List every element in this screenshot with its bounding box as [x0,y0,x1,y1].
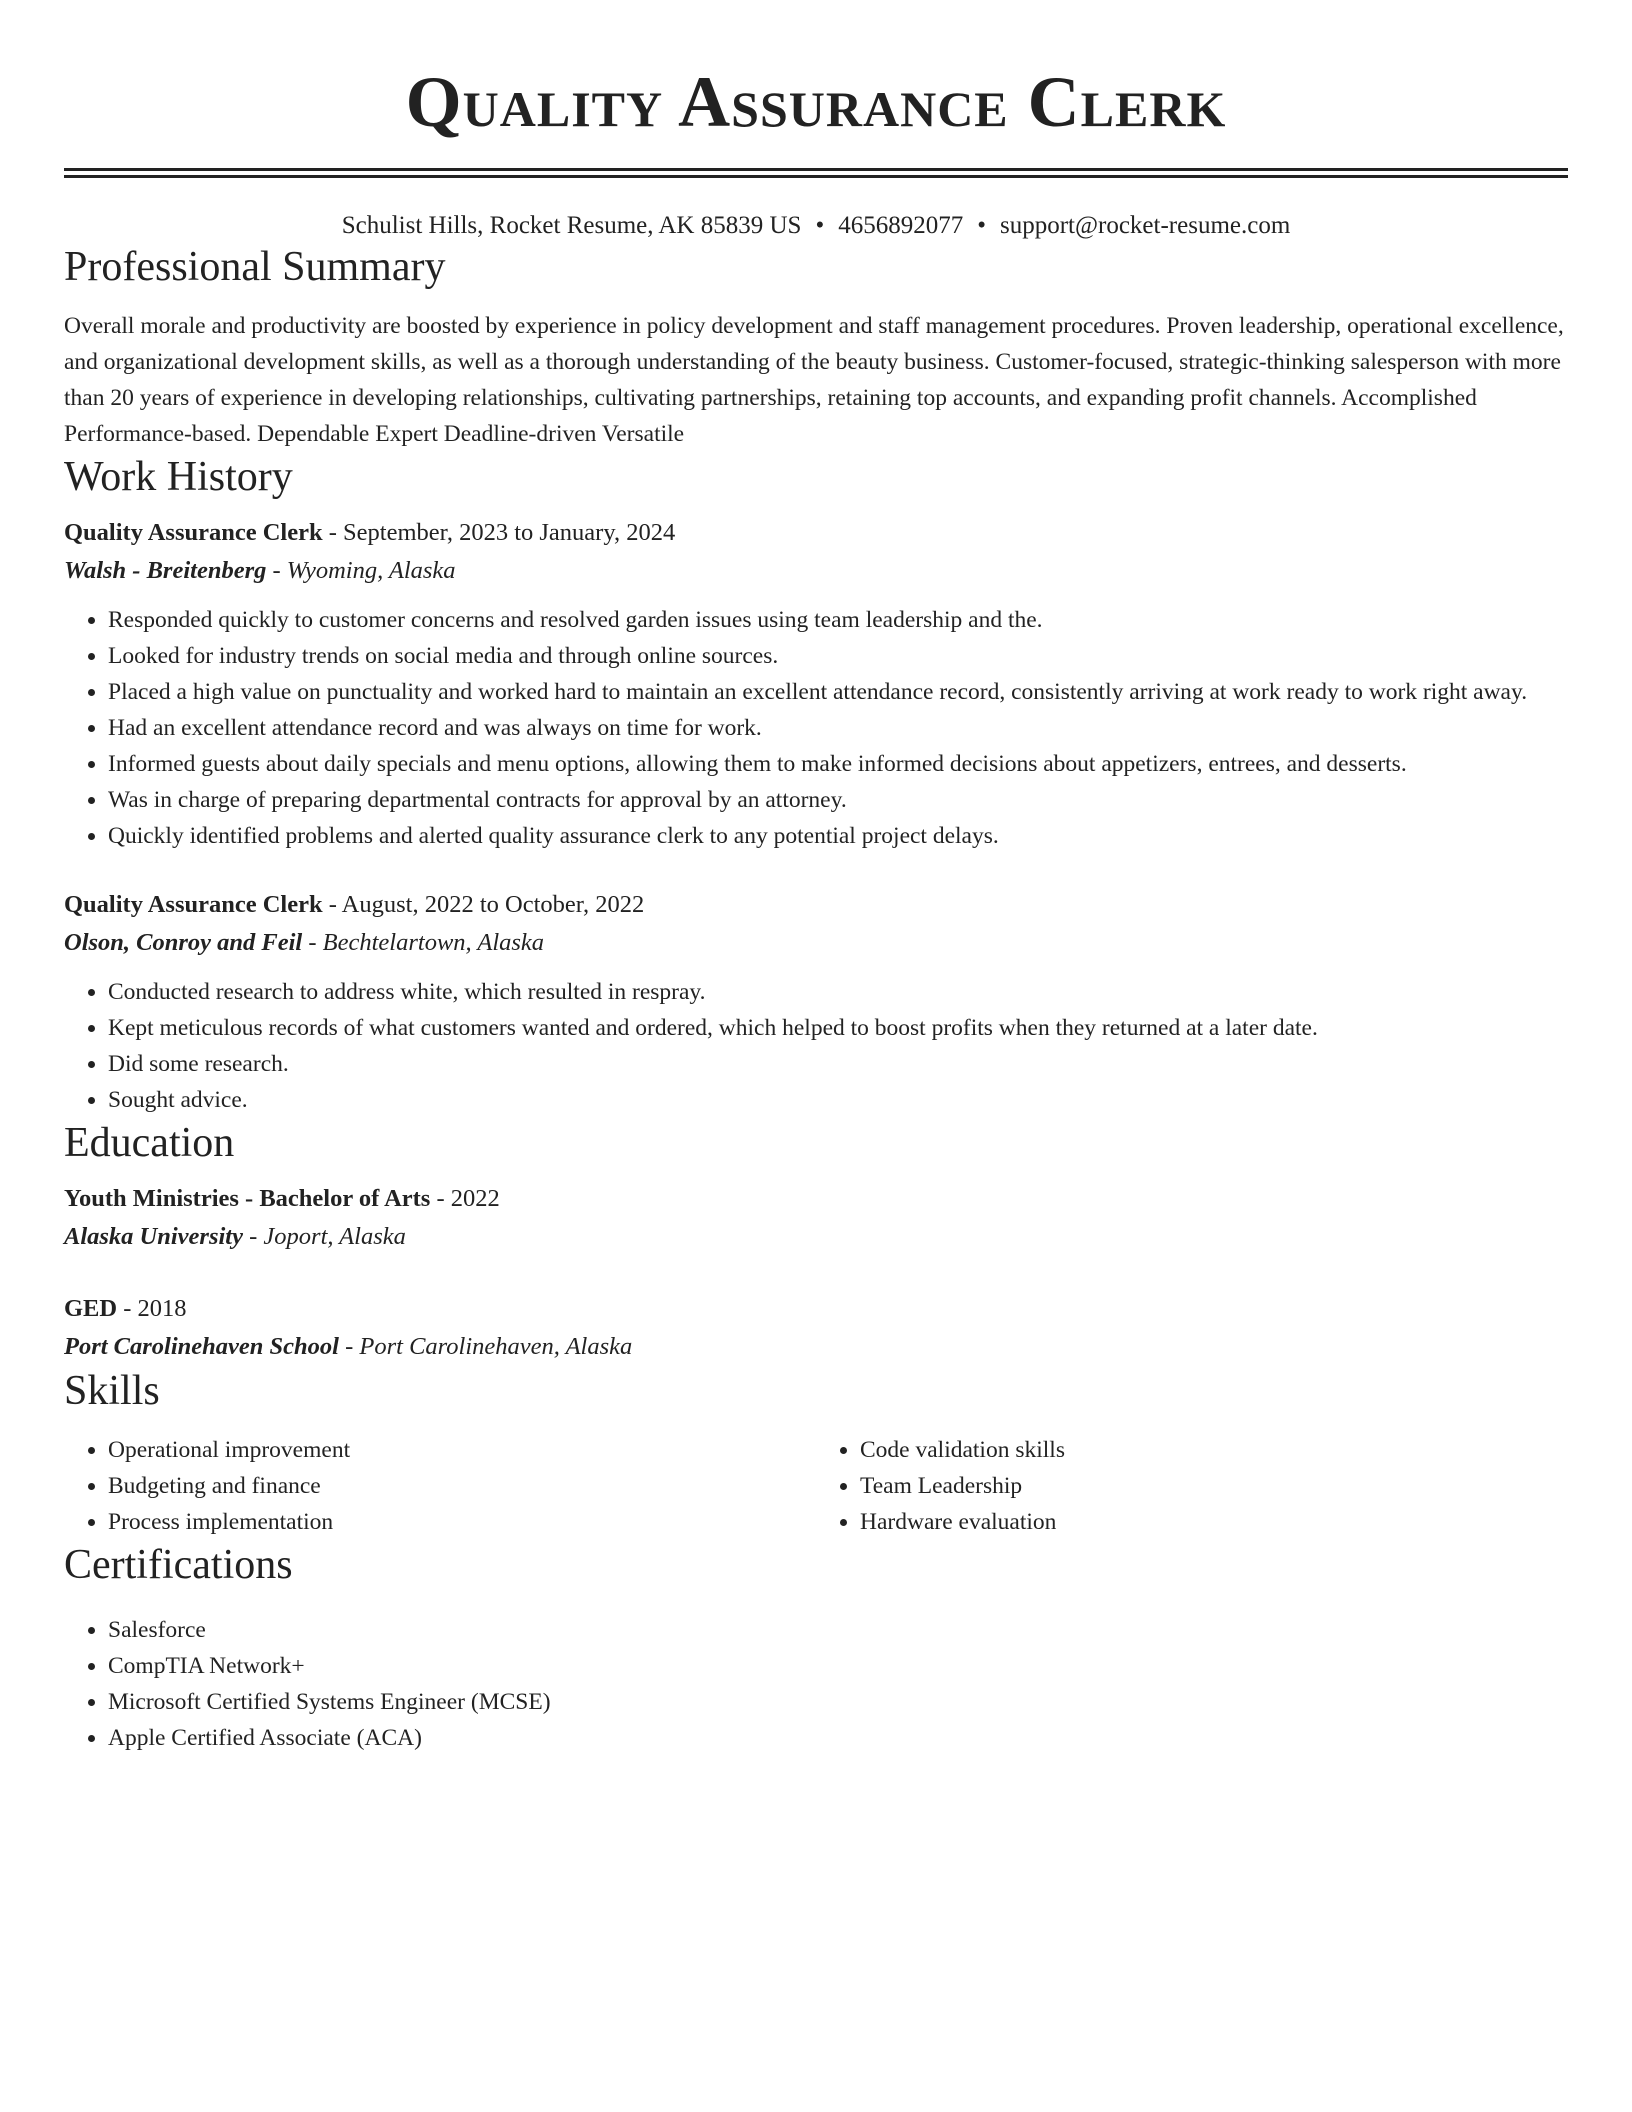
school-line [64,1218,1568,1256]
education-entry [64,1180,1568,1256]
resume-title: Quality Assurance Clerk [405,62,1227,142]
list-item: • Looked for industry trends on social media and through online sources. [108,638,1568,674]
education-heading: Education [64,1120,235,1166]
skills-list-left [64,1432,816,1540]
degree-year: - 2018 [117,1295,187,1322]
certifications-heading: Certifications [64,1542,293,1588]
list-item: • Was in charge of preparing departmental contracts for approval by an attorney. [108,782,1568,818]
list-item: • Had an excellent attendance record and was always on time for work. [108,710,1568,746]
job-title-line [64,886,1568,924]
job-title: Quality Assurance Clerk [64,519,323,546]
education-entry [64,1290,1568,1366]
list-item: • Responded quickly to customer concerns and resolved garden issues using team leadership and the. [108,602,1568,638]
title-double-rule [64,168,1568,178]
employer-name: Walsh - Breitenberg [64,557,267,584]
list-item: • Code validation skills [860,1432,1568,1468]
resume-page [64,0,1568,1756]
list-item: • Placed a high value on punctuality and worked hard to maintain an excellent attendance record, consistently arriving at work ready to work right away. [108,674,1568,710]
job-entry [64,514,1568,854]
school-name: Port Carolinehaven School [64,1333,339,1360]
list-item: • Operational improvement [108,1432,816,1468]
contact-phone: 4656892077 [838,212,964,239]
degree-line [64,1180,1568,1218]
list-item: • Salesforce [108,1612,1568,1648]
list-item: • Did some research. [108,1046,1568,1082]
list-item: • Budgeting and finance [108,1468,816,1504]
job-dates: - August, 2022 to October, 2022 [322,891,645,918]
employer-name: Olson, Conroy and Feil [64,929,303,956]
degree-year: - 2022 [430,1185,500,1212]
employer-location: - Bechtelartown, Alaska [302,929,545,956]
job-title-line [64,514,1568,552]
school-location: - Port Carolinehaven, Alaska [338,1333,633,1360]
school-location: - Joport, Alaska [243,1223,406,1250]
list-item: • Conducted research to address white, which resulted in respray. [108,974,1568,1010]
certifications-list [64,1612,1568,1756]
employer-location: - Wyoming, Alaska [266,557,456,584]
school-name: Alaska University [64,1223,243,1250]
job-dates: - September, 2023 to January, 2024 [322,519,676,546]
employer-line [64,924,1568,962]
list-item: • Informed guests about daily specials and menu options, allowing them to make informed decisions about appetizers, entrees, and desserts. [108,746,1568,782]
summary-text: Overall morale and productivity are boosted by experience in policy development and staff management procedures. Proven leadership, operational excellence, and organizational development skills, as well as a thorough understanding of the beauty business. Customer-focused, strategic-thinking salesperson with more than 20 years of experience in developing relationships, cultivating partnerships, retaining top accounts, and expanding profit channels. Accomplished Performance-based. Dependable Expert Deadline-driven Versatile [64,313,1564,447]
bullet-separator: • [815,212,825,239]
skills-grid [64,1432,1568,1540]
contact-address: Schulist Hills, Rocket Resume, AK 85839 US [341,212,802,239]
employer-line [64,552,1568,590]
work-history-heading: Work History [64,454,293,500]
list-item: • Quickly identified problems and alerted quality assurance clerk to any potential project delays. [108,818,1568,854]
list-item: • Hardware evaluation [860,1504,1568,1540]
list-item: • Sought advice. [108,1082,1568,1118]
list-item: • Apple Certified Associate (ACA) [108,1720,1568,1756]
skills-heading: Skills [64,1368,160,1414]
bullet-separator: • [977,212,986,239]
list-item: • Microsoft Certified Systems Engineer (MCSE) [108,1684,1568,1720]
degree-line [64,1290,1568,1328]
job-bullets [64,974,1568,1118]
contact-email: support@rocket-resume.com [999,212,1291,239]
degree-name: Youth Ministries - Bachelor of Arts [64,1185,431,1212]
degree-name: GED [64,1295,118,1322]
list-item: • Team Leadership [860,1468,1568,1504]
job-bullets [64,602,1568,854]
job-entry [64,886,1568,1118]
summary-heading: Professional Summary [64,244,446,290]
list-item: • CompTIA Network+ [108,1648,1568,1684]
contact-line [64,210,1568,242]
job-title: Quality Assurance Clerk [64,891,323,918]
skills-list-right [816,1432,1568,1540]
school-line [64,1328,1568,1366]
list-item: • Kept meticulous records of what customers wanted and ordered, which helped to boost profits when they returned at a later date. [108,1010,1568,1046]
list-item: • Process implementation [108,1504,816,1540]
